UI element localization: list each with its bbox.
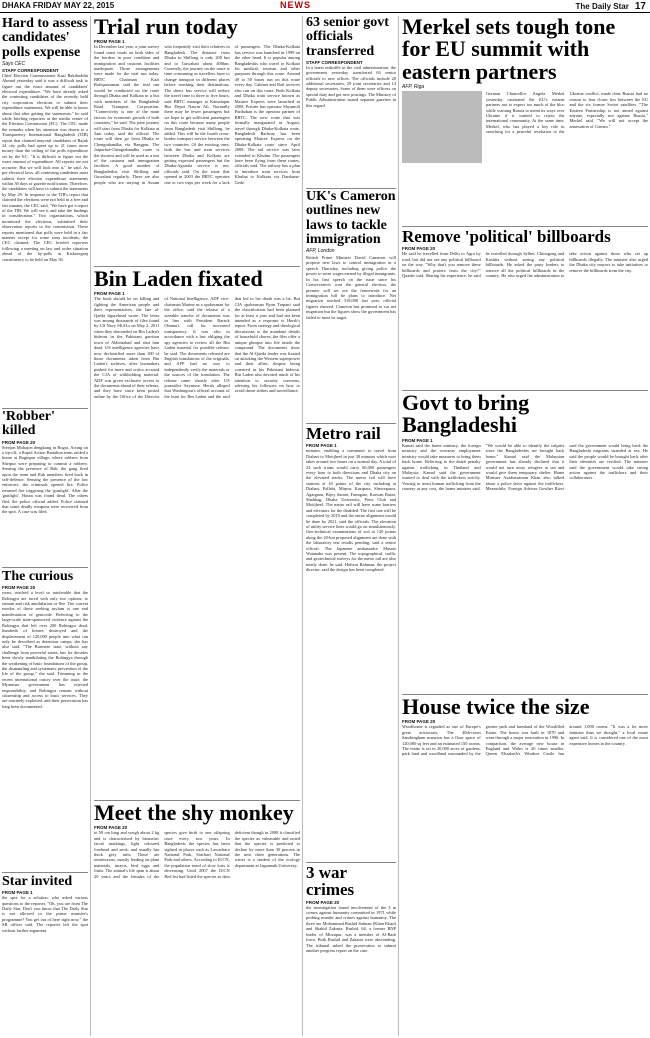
- article-uk-cameron: [306, 190, 396, 420]
- dateline: FROM PAGE 20: [2, 439, 36, 445]
- article-robber: [2, 410, 88, 565]
- byline: Says CEC: [2, 60, 26, 67]
- article-officials-transferred: [306, 16, 396, 186]
- article-shy-monkey: [94, 802, 300, 1035]
- article-govt-bring: [402, 392, 648, 692]
- dateline: FROM PAGE 1: [306, 443, 337, 449]
- article-body: Sreejon Mohajon dengkung in Bogra. Acting on a tip-off, a Rapid Action Battalion team raided a house at Raginpur village, where robbers from Sherpur were preparing to commit a robbery. Sensing the presence of Rab, the gang fired upon the team and Rab members fired back in self-defence. Sensing the presence of the law enforcers, the criminals opened fire. Police returned fire triggering the 'gunfight'. After the 'gunfight', Hasan was found dead. The others fled, the police official added. Police claimed that some deadly weapons were recovered from the spot. A case was filed.: [2, 444, 88, 515]
- article-bin-laden: [94, 268, 300, 798]
- headline[interactable]: 3 war crimes: [306, 864, 355, 900]
- article-merkel: [402, 16, 648, 224]
- article-body: In a latest reshuffle in the civil administration, the government yesterday transferred 63 senior officials to new offices. The officials include 20 additional secretaries, 29 joint secretaries and 14 deputy secretaries. Some of them were officers on special duty and got new postings. The Ministry of Public Administration issued separate gazettes in this regard.: [306, 64, 396, 108]
- headline[interactable]: Remove 'political' billboards: [402, 228, 611, 246]
- article-body: The book should be on killing and fighting the American people and their representatives, the late al-Qaeda figurehead wrote. The letter was among thousands of files found by US Navy SEALs on May 2, 2011 when they descended on Bin Laden's hideout in the Pakistani garrison town of Abbottabad and shot him dead. US intelligence agencies have now declassified more than 100 of those documents taken from Bin Laden's archives, after lawmakers pushed for more and critics accused the CIA of withholding material. ADF was given exclusive access to the documents ahead of their release, and they have since been posted online by the Office of the Director of National Intelligence. ADF vice-chairman Marine as a spokesman for the office, said the release of a sizeable tranche of documents was in line with President Barack Obama's call for increased transparency. It was also in accordance with a law obliging the spy agencies to review all the Bin Laden material for possible release, he said. The documents released are English translations of the originals, and AFP had no way to independently verify the materials or the sources of the translation. The release came shortly after US journalist Seymour Hersh alleged that Washington's official account of the hunt for Bin Laden and the raid that led to his death was a lie. But CIA spokesman Ryan Trapani said the classification had been planned for at least a year and had not been intended as a response to Hersh's report. From strategy and theological discussions to the mundane details of household chores, the files offer a unique glimpse into life inside the compound. The documents show that the Al-Qaeda leader was fixated on attacking the Western superpower and their allies, despite being cornered in his Pakistani hideout. Bin Laden also devoted much of his attention to security concerns, advising his followers on how to avoid drone strikes and surveillance.: [94, 296, 300, 399]
- article-body: the investigation found involvement of the 3 in crimes against humanity committed in 1971 while probing murder and crimes against humanity. The three are Mohammad Rashid Salman (Khan Khan) and Shahid Zakaria. Rashid, 64, a former BNP leader of Mirzapur, was a member of Al-Badr force. Both Rashid and Zakaria were absconding. The tribunal asked the prosecution to submit another progress report on the case.: [306, 904, 396, 953]
- paper-name-and-page: [576, 1, 646, 12]
- headline[interactable]: House twice the size: [402, 696, 590, 719]
- headline[interactable]: Metro rail: [306, 425, 381, 443]
- article-body: years, reached a level so intolerable that the Rohingya are faced with only two options: to remain and risk annihilation or flee. The current exodus of those seeking asylum is one end manifestation of genocide. Referring to the large-scale state-sponsored violence against the Rohingya that left over 200 Rohingya dead, hundreds of homes destroyed and the displacement of 120,000 people into what can only be described as detention camps, she has also said. "The Burmese state, without any challenge from powerful states, has for decades been slowly annihilating the Rohingya through the weakening of basic foundations of the group, the dismantling and systematic prevention of the life of the group," she said. Trimming in the recent international outcry over the issue, the Myanmar government has rejected responsibility, and Rohingya remain without citizenship and access to basic services. They are routinely exploited, and their persecution has long been documented.: [2, 590, 88, 709]
- article-body: German Chancellor Angela Merkel yesterday cautioned the EU's eastern partners not to expect too much of the bloc while warning Russia to mend its ways over Ukraine if it wanted to rejoin the international community. At the same time, Merkel, who has played a key role in searching for a peaceful resolution to the Ukraine conflict, made clear Russia had no reason to fear closer ties between the EU and the six former Soviet satellites. "The Eastern Partnership is not aimed against anyone, especially not against Russia," Merkel said. "We will not accept the annexation of Crimea.": [486, 91, 648, 135]
- article-war-crimes: [306, 864, 396, 1035]
- headline[interactable]: Meet the shy monkey: [94, 802, 294, 825]
- headline[interactable]: 'Robber' killed: [2, 410, 55, 439]
- article-body: Woodhouse is regarded as one of Europe's great aristocrats. The 40th-room Sandringham mansion has a floor space of 120,000 sq feet and an estimated 150 rooms. The estate is set in 20,000 acres of gardens, park land and woodland surrounded by the greater park and farmland of the Woodfiled Estate. The house was built in 1870 and went through a major renovation in 1996. In comparison, the average new house in England and Wales is 20 times smaller. Queen Elizabeth's Windsor Castle has around 1,000 rooms. "It was a lot more intimate than we thought," a local estate agent said. It is considered one of the most expensive homes in the country.: [402, 724, 648, 757]
- divider: [402, 694, 648, 695]
- article-trial-run: [94, 16, 300, 264]
- headline[interactable]: Star invited: [2, 875, 73, 889]
- divider: [2, 872, 88, 873]
- divider: [306, 862, 396, 863]
- article-body: British Prime Minister David Cameron will propose new laws to control immigration in a speech Thursday, including giving police the power to seize wages earned by illegal immigrants. In his first speech on the issue since his Conservatives won the general election, the premier will set out the framework for an immigration bill he plans to introduce. Net migration reached 318,000 last year, official figures showed. Cameron has promised to cut net migration but the figures show the government has failed to meet its target.: [306, 255, 396, 320]
- column-divider: [302, 16, 303, 1036]
- article-house-twice: [402, 696, 648, 1035]
- article-body: Kamal said the home ministry, the foreign ministry and the overseas employment ministry would take measures to bring them back home. Referring to the death penalty against trafficking in Thailand and Malaysia, Kamal said the government wanted to deal with the traffickers strictly. Vowing to resist human trafficking from the country at any cost, the home minister said, "We would be able to identify the culprits since the Bangladeshis are brought back home." Kamal said the Malaysian government has already declared that it would not turn away refugees at sea and would give them temporary shelter. Home Minister Asaduzzaman Khan also talked about a police drive against the traffickers. Meanwhile, Foreign Adviser Gowher Rizvi said the government would bring back the Bangladeshi migrants stranded at sea. He said the people would be brought back after their identities are verified. The minister said the government would take strong action against the traffickers and their collaborators.: [402, 442, 648, 492]
- article-star-invited: [2, 875, 88, 1035]
- dateline: FROM PAGE 1: [94, 39, 125, 45]
- article-body: to 59 cm long and weigh about 2 kg and is characterised by biometric facial markings, light coloured forehead and neck, and usually has thick grey tufts. These are omnivorous, mostly feeding on plant materials, insects, bird eggs and fruits. The animal's life span is about 20 years and the females of the species give birth to one offspring once every two years. In Bangladesh, the species has been sighted in places such as Lawachara National Park, Satchari National Park and others. According to IUCN, the population trend of slow loris is decreasing. Until 2007 the IUCN Red list had listed the species as data deficient though in 2008 it classified the species as vulnerable and noted that the species is predicted to decline by more than 30 percent in the next three generations. The writer is a student of the ecology department at Jagannath University.: [94, 830, 300, 879]
- page-number: 17: [634, 1, 646, 12]
- divider: [402, 226, 648, 227]
- dateline: FROM PAGE 20: [94, 825, 128, 831]
- divider: [2, 567, 88, 568]
- headline[interactable]: The curious: [2, 570, 74, 584]
- article-body: minutes, enabling a commuter to travel from Diabari to Motijheel in just 38 minutes which now takes around two hours on a normal day. A total of 24 such trains would carry 60,000 passengers every hour to both directions and Dhaka city on the elevated tracks. The metro rail will have stations at 16 points of the city including at Diabari, Pallabi, Mirpur, Kazipara, Shewrapara, Agargaon, Bijoy Sarani, Farmgate, Karwan Bazar, Shahbag, Dhaka University, Press Club and Motijheel. The metro rail will have some barriers and elevators for the disabled. The first one will be completed by 2019 and the entire alignment would be done by 2021, said the officials. The elevation of utility service lines would go on simultaneously. Geo-technical examinations of soil at 120 points along the 20-km proposed alignment are done with the laboratory test results pending, said a senior official. The Japanese ambassador Masato Watanabe was present. The topographical, traffic and geotechnical surveys for the metro rail are also nearly done, he said. Hafizur Rahman, the project director, said the design has been completed.: [306, 448, 396, 573]
- dateline: FROM PAGE 1: [402, 437, 433, 443]
- dateline: STAFF CORRESPONDENT: [306, 59, 363, 65]
- dateline: FROM PAGE 20: [2, 585, 36, 591]
- divider: [402, 390, 648, 391]
- headline[interactable]: Govt to bring Bangladeshi: [402, 392, 530, 438]
- byline: AFP, Riga: [402, 84, 425, 91]
- article-polls: [2, 17, 88, 407]
- dateline: FROM PAGE 1: [94, 291, 125, 297]
- headline[interactable]: 63 senior govt officials transferred: [306, 16, 389, 59]
- divider: [2, 408, 88, 409]
- news-photo: [402, 91, 482, 163]
- divider: [306, 188, 396, 189]
- section-label: NEWS: [280, 0, 311, 10]
- divider: [94, 266, 300, 267]
- article-body: the spot for a solution, who asked various questions to the reporter. "Oh, you are from The Daily Star. Don't you know that The Daily Star is not allowed in the prime minister's programme? You get out of here right now," the SB officer said. The reporter left the spot without further argument.: [2, 895, 88, 933]
- dateline: FROM PAGE 1: [2, 890, 33, 896]
- article-body: He said he travelled from Delhi to Agra by road, but did not see any political billboard on the way. "Why don't you remove these billboards and posters from the city?" Quader said. Sharing his experience, he said he travelled through Sylhet, Chittagong and Kushtia without seeing any political billboards. He asked the party leaders to remove all the political billboards in the country. He also urged the administration to take action against those who set up billboards illegally. The minister also urged the Dhaka city mayors to take initiatives to remove the billboards from the city.: [402, 251, 648, 278]
- headline[interactable]: Bin Laden fixated: [94, 268, 263, 291]
- dateline: FROM PAGE 20: [402, 246, 436, 252]
- headline[interactable]: Merkel sets tough tone for EU summit with eastern partners: [402, 16, 616, 84]
- article-metro-rail: [306, 425, 396, 860]
- article-body: In December last year, a joint survey found some roads on both sides of the borders in poor condition and immigration and customs facilities inadequate. Those arrangements were made for the trial run today. BRTC Chairman Kazi Rafiquzzaman said the trial run would be conducted on the route through Dhaka and Kolkata in a bus with members of the Bangladesh Road Transport Corporation. "Connectivity is one of the main factors for economic growth of both countries," he said. The joint journey will start from Dhaka for Kolkata at 5am today, said the official. The route will then go from Dhaka to Chengrabandha via Rangpur. The Jaipurhat-Chengrabandha route is the shortest and will be used as a test of the customs and immigration facilities. A good number of Bangladeshis visit Shillong and Guwahati regularly. There are also people who are staying in Assam who frequently visit their relatives in Bangladesh. The distance from Dhaka to Shillong is only 200 km and to Guwahati about 400km. Currently, the journey on the route is time consuming as travellers have to change transport in different places before reaching their destinations. The direct bus service will reduce the travel time to three to five hours, said BRTC manager at Kamalapur Bus Depot Nasrin Ali. Normally there may be fewer passengers but we hope to get sufficient passengers on this route because many people from Bangladesh visit Shillong, he added. This will be the fourth cross-border transport service between the two countries. Of the existing ones, both the bus and train services between Dhaka and Kolkata are getting expected passengers but the Dhaka-Agartala service is not, officials said. On the route that opened in 2003 the BRTC operates one or two trips per week for a lack of passengers. The Dhaka-Kolkata bus service was launched in 1999 on the other hand. It is popular among Bangladeshis who travel to Kolkata for medical, tourism and other purposes through this route. Around 40 to 50 buses run on this route every day. Cabinet and Rail services also run on this route. Both Kolkata and Dhaka train service known as Maitree Express were launched in 2008. Private bus operator Shyamoli Paribahan is the operator partner of BRTC. The new route that was formally inaugurated in August, travel through Dhaka-Kolkata route. Bangladesh Railway has been operating Maitree Express on the Dhaka-Kolkata route since April 2008. The rail service was later extended to Khulna. The passengers have been flying from these routes, officials said. The railway has a plan to introduce train services from Khulna to Kolkata via Darshana-Gede.: [94, 44, 300, 185]
- divider: [306, 423, 396, 424]
- column-divider: [90, 16, 91, 1036]
- divider: [94, 800, 300, 801]
- article-curious: [2, 570, 88, 870]
- article-body: Chief Election Commissioner Kazi Rakibuddin Ahmad yesterday said it was a difficult task to figure out the exact amount of candidates' electoral expenditure. "We have already asked the contesting candidates of the recently held city corporation elections to submit their expenditure statements. We will be able to know about that after getting the statements," he said while briefing reporters at the media centre of the Election Commission (EC). The CEC made the remarks when his attention was drawn to a Transparency International Bangladesh (TIB) report that claimed mayoral candidates of Rajuk 24 city polls had spent up to 21 times more money than the ceiling of the polls expenditure set by the EC. "It is difficult to figure out the exact amount of expenditure. All reports are not accurate. But we will look into it," he said. As per electoral laws, all contesting candidates must submit their election expenditure statements within 30 days of gazette notification. Therefore, the candidates will have to submit the statements by May 29. In response to the TIB's report that claimed the elections were not held in a free and fair manner, the CEC said, "We have got a report of the TIB. We will see it and take the findings in consideration." Two organisations, which monitored the elections, submitted their observation reports to the commission. These reports mentioned that polls were held in a fair manner except for some stray incidents, the CEC claimed. The CEC briefed reporters following a meeting on law and order situation ahead of the by-polls in Kishoreganj constituency to be held on May 30.: [2, 72, 88, 262]
- dateline: FROM PAGE 20: [306, 899, 340, 905]
- headline[interactable]: UK's Cameron outlines new laws to tackle immigration: [306, 190, 396, 247]
- dateline: STAFF CORRESPONDENT: [2, 67, 59, 73]
- article-billboards: [402, 228, 648, 388]
- masthead: [0, 0, 650, 13]
- byline: AFP, London: [306, 248, 335, 255]
- dateline: FROM PAGE 20: [402, 719, 436, 725]
- column-divider: [398, 16, 399, 1036]
- paper-name: The Daily Star: [575, 2, 629, 11]
- headline[interactable]: Hard to assess candidates' polls expense: [2, 17, 88, 60]
- issue-date: DHAKA FRIDAY MAY 22, 2015: [2, 1, 115, 10]
- headline[interactable]: Trial run today: [94, 16, 238, 39]
